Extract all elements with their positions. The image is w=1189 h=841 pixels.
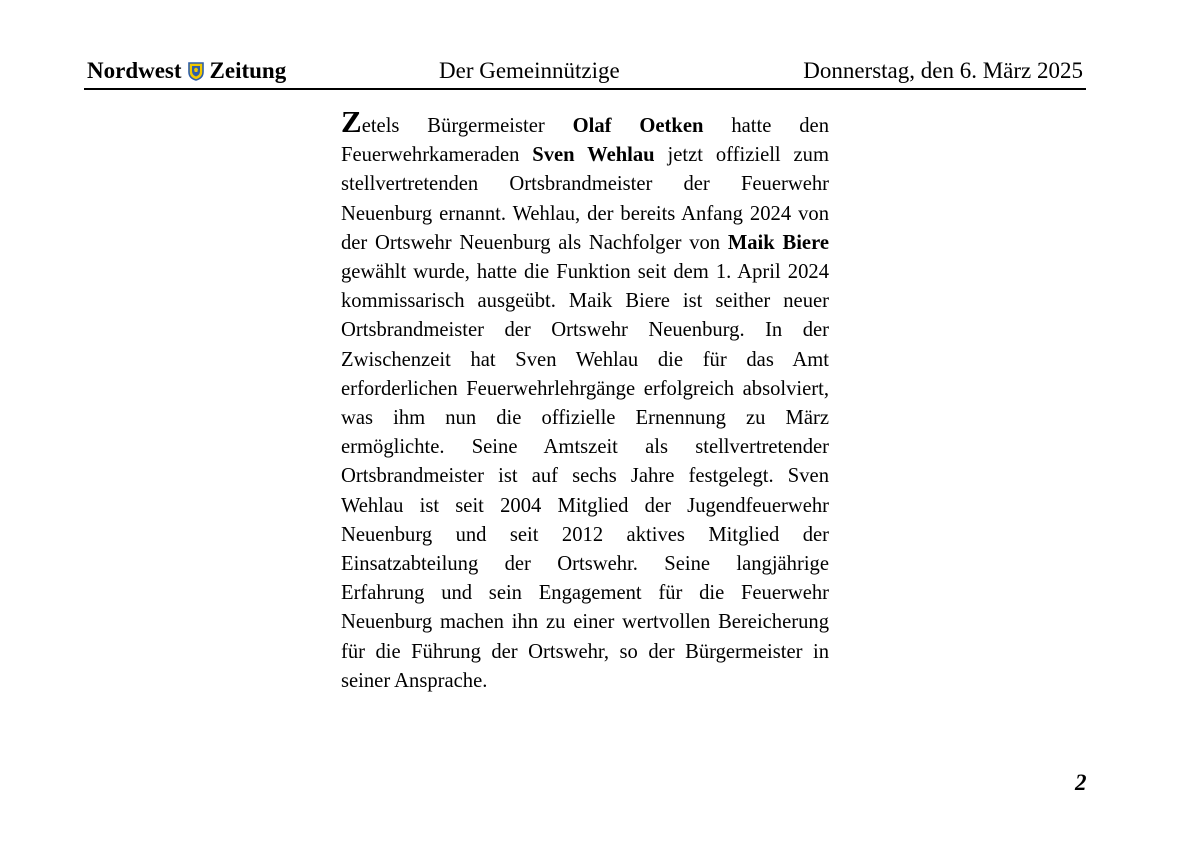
person-name: Olaf Oetken [572,115,704,137]
masthead-name-left: Nordwest [87,58,182,83]
article-text [341,115,829,692]
masthead [87,58,286,84]
article-text-segment: etels Bürgermeister [361,115,573,137]
person-name: Maik Biere [727,231,829,254]
article-body [341,104,829,696]
section-title: Der Gemeinnützige [439,58,620,83]
article-text-segment: gewählt wurde, hatte die Funktion seit dem 1. April 2024 kommissarisch ausgeübt. Maik Biere ist seither neuer Ortsbrandmeister der Ortswehr Neuenburg. In der Zwischenzeit hat Sven Wehlau die für das Amt erforderlichen Feuerwehrlehrgänge erfolgreich absolviert, was ihm nun die offizielle Ernennung zu März ermöglichte. Seine Amtszeit als stellvertretender Ortsbrandmeister ist auf sechs Jahre festgelegt. Sven Wehlau ist seit 2004 Mitglied der Jugendfeuerwehr Neuenburg und seit 2012 aktives Mitglied der Einsatzabteilung der Ortswehr. Seine langjährige Erfahrung und sein Engagement für die Feuerwehr Neuenburg machen ihn zu einer wertvollen Bereicherung für die Führung der Ortswehr, so der Bürgermeister in seiner Ansprache. [341,261,829,692]
coat-of-arms-icon [188,62,204,81]
article-text-segment: hatte den Feuerwehrkameraden [341,115,829,167]
masthead-name-right: Zeitung [209,58,287,83]
article-text-segment: jetzt offiziell zum stellvertretenden Ortsbrandmeister der Feuerwehr Neuenburg ernannt. Wehlau, der bereits Anfang 2024 von der Ortswehr Neuenburg als Nachfolger von [341,144,829,254]
issue-date: Donnerstag, den 6. März 2025 [803,58,1083,83]
page-header [84,58,1086,90]
page-number: 2 [1075,770,1087,795]
drop-initial: Z [341,104,362,139]
person-name: Sven Wehlau [532,144,655,167]
